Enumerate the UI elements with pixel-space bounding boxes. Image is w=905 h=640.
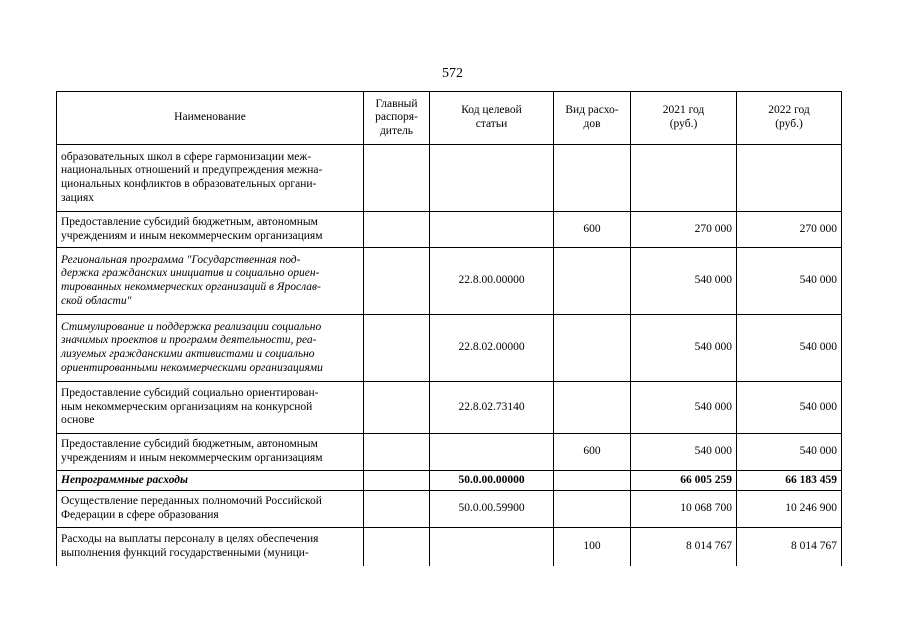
name-line: основе (61, 414, 95, 427)
amount-2021-cell: 10 068 700 (631, 491, 737, 528)
header-line: статьи (475, 118, 508, 130)
table-row (57, 315, 842, 382)
code-cell: 50.0.00.59900 (430, 491, 554, 528)
expense-type-cell (554, 491, 631, 528)
header-line: распоря- (375, 111, 418, 124)
name-cell (57, 491, 364, 528)
header-year-2022 (737, 92, 842, 145)
manager-cell (364, 212, 430, 248)
table-body (57, 145, 842, 566)
header-line: (руб.) (669, 118, 698, 130)
header-line: Главный (375, 97, 418, 110)
table-row (57, 248, 842, 315)
name-line: национальных отношений и предупреждения межна- (61, 164, 323, 177)
table-row (57, 382, 842, 434)
name-line: учреждениям и иным некоммерческим организациям (61, 452, 323, 464)
code-cell: 22.8.00.00000 (430, 248, 554, 315)
header-code (430, 92, 554, 145)
amount-2021-cell: 66 005 259 (631, 471, 737, 491)
name-line: циональных конфликтов в образовательных органи- (61, 178, 317, 190)
name-line: тированных некоммерческих организаций в Ярослав- (61, 281, 321, 293)
amount-2022-cell: 540 000 (737, 434, 842, 471)
name-line: Региональная программа "Государственная под- (61, 253, 301, 266)
name-line: Федерации в сфере образования (61, 509, 219, 521)
name-line: ориентированными некоммерческими организациями (61, 361, 323, 374)
table-header-row (57, 92, 842, 145)
expense-type-cell: 600 (554, 434, 631, 471)
manager-cell (364, 434, 430, 471)
name-cell (57, 382, 364, 434)
code-cell (430, 145, 554, 212)
amount-2022-cell: 540 000 (737, 315, 842, 382)
header-line: Наименование (174, 111, 246, 124)
code-cell: 22.8.02.73140 (430, 382, 554, 434)
name-cell (57, 145, 364, 212)
name-line: Непрограммные расходы (61, 473, 188, 486)
amount-2021-cell: 540 000 (631, 315, 737, 382)
header-expense-type (554, 92, 631, 145)
expense-type-cell: 100 (554, 528, 631, 566)
code-cell (430, 212, 554, 248)
manager-cell (364, 528, 430, 566)
code-cell: 22.8.02.00000 (430, 315, 554, 382)
name-line: Предоставление субсидий бюджетным, автономным (61, 438, 318, 451)
name-line: лизуемых гражданскими активистами и социально (61, 348, 315, 360)
name-line: ской области" (61, 294, 132, 307)
name-cell (57, 434, 364, 471)
table-row (57, 528, 842, 566)
amount-2021-cell: 270 000 (631, 212, 737, 248)
expense-type-cell (554, 382, 631, 434)
manager-cell (364, 382, 430, 434)
name-cell (57, 315, 364, 382)
expense-type-cell (554, 248, 631, 315)
name-cell (57, 471, 364, 491)
name-line: учреждениям и иным некоммерческим организациям (61, 229, 323, 242)
header-line: (руб.) (775, 118, 803, 130)
name-line: выполнения функций государственными (муници- (61, 546, 309, 559)
amount-2021-cell: 540 000 (631, 434, 737, 471)
name-line: держка гражданских инициатив и социально ориен- (61, 267, 320, 280)
budget-table (56, 91, 842, 566)
expense-type-cell (554, 315, 631, 382)
code-cell (430, 434, 554, 471)
header-line: дов (583, 118, 601, 130)
table-row (57, 434, 842, 471)
code-cell: 50.0.00.00000 (430, 471, 554, 491)
name-line: значимых проектов и программ деятельности, реа- (61, 334, 317, 347)
header-name (57, 92, 364, 145)
name-line: зациях (61, 191, 94, 204)
amount-2021-cell: 540 000 (631, 248, 737, 315)
manager-cell (364, 315, 430, 382)
table-row (57, 491, 842, 528)
amount-2022-cell: 540 000 (737, 248, 842, 315)
expense-type-cell: 600 (554, 212, 631, 248)
code-cell (430, 528, 554, 566)
manager-cell (364, 248, 430, 315)
table-row (57, 145, 842, 212)
header-line: дитель (379, 124, 414, 137)
table-row (57, 471, 842, 491)
manager-cell (364, 145, 430, 212)
expense-type-cell (554, 145, 631, 212)
amount-2022-cell: 10 246 900 (737, 491, 842, 528)
header-year-2021 (631, 92, 737, 145)
header-line: Вид расхо- (565, 104, 619, 117)
name-cell (57, 212, 364, 248)
header-manager (364, 92, 430, 145)
name-cell (57, 248, 364, 315)
name-line: Стимулирование и поддержка реализации социально (61, 320, 322, 333)
header-line: 2022 год (768, 104, 810, 117)
name-cell (57, 528, 364, 566)
name-line: Осуществление переданных полномочий Российской (61, 495, 322, 508)
amount-2022-cell (737, 145, 842, 212)
header-line: 2021 год (662, 104, 705, 117)
table-row (57, 212, 842, 248)
name-line: ным некоммерческим организациям на конкурсной (61, 400, 313, 413)
manager-cell (364, 471, 430, 491)
name-line: Расходы на выплаты персоналу в целях обеспечения (61, 533, 319, 546)
manager-cell (364, 491, 430, 528)
amount-2021-cell: 540 000 (631, 382, 737, 434)
name-line: Предоставление субсидий бюджетным, автономным (61, 215, 318, 228)
amount-2022-cell: 270 000 (737, 212, 842, 248)
page-number: 572 (442, 66, 463, 81)
amount-2021-cell: 8 014 767 (631, 528, 737, 566)
amount-2022-cell: 540 000 (737, 382, 842, 434)
expense-type-cell (554, 471, 631, 491)
amount-2022-cell: 8 014 767 (737, 528, 842, 566)
amount-2022-cell: 66 183 459 (737, 471, 842, 491)
amount-2021-cell (631, 145, 737, 212)
header-line: Код целевой (461, 104, 522, 117)
name-line: образовательных школ в сфере гармонизации меж- (61, 150, 312, 163)
name-line: Предоставление субсидий социально ориентирован- (61, 387, 319, 400)
